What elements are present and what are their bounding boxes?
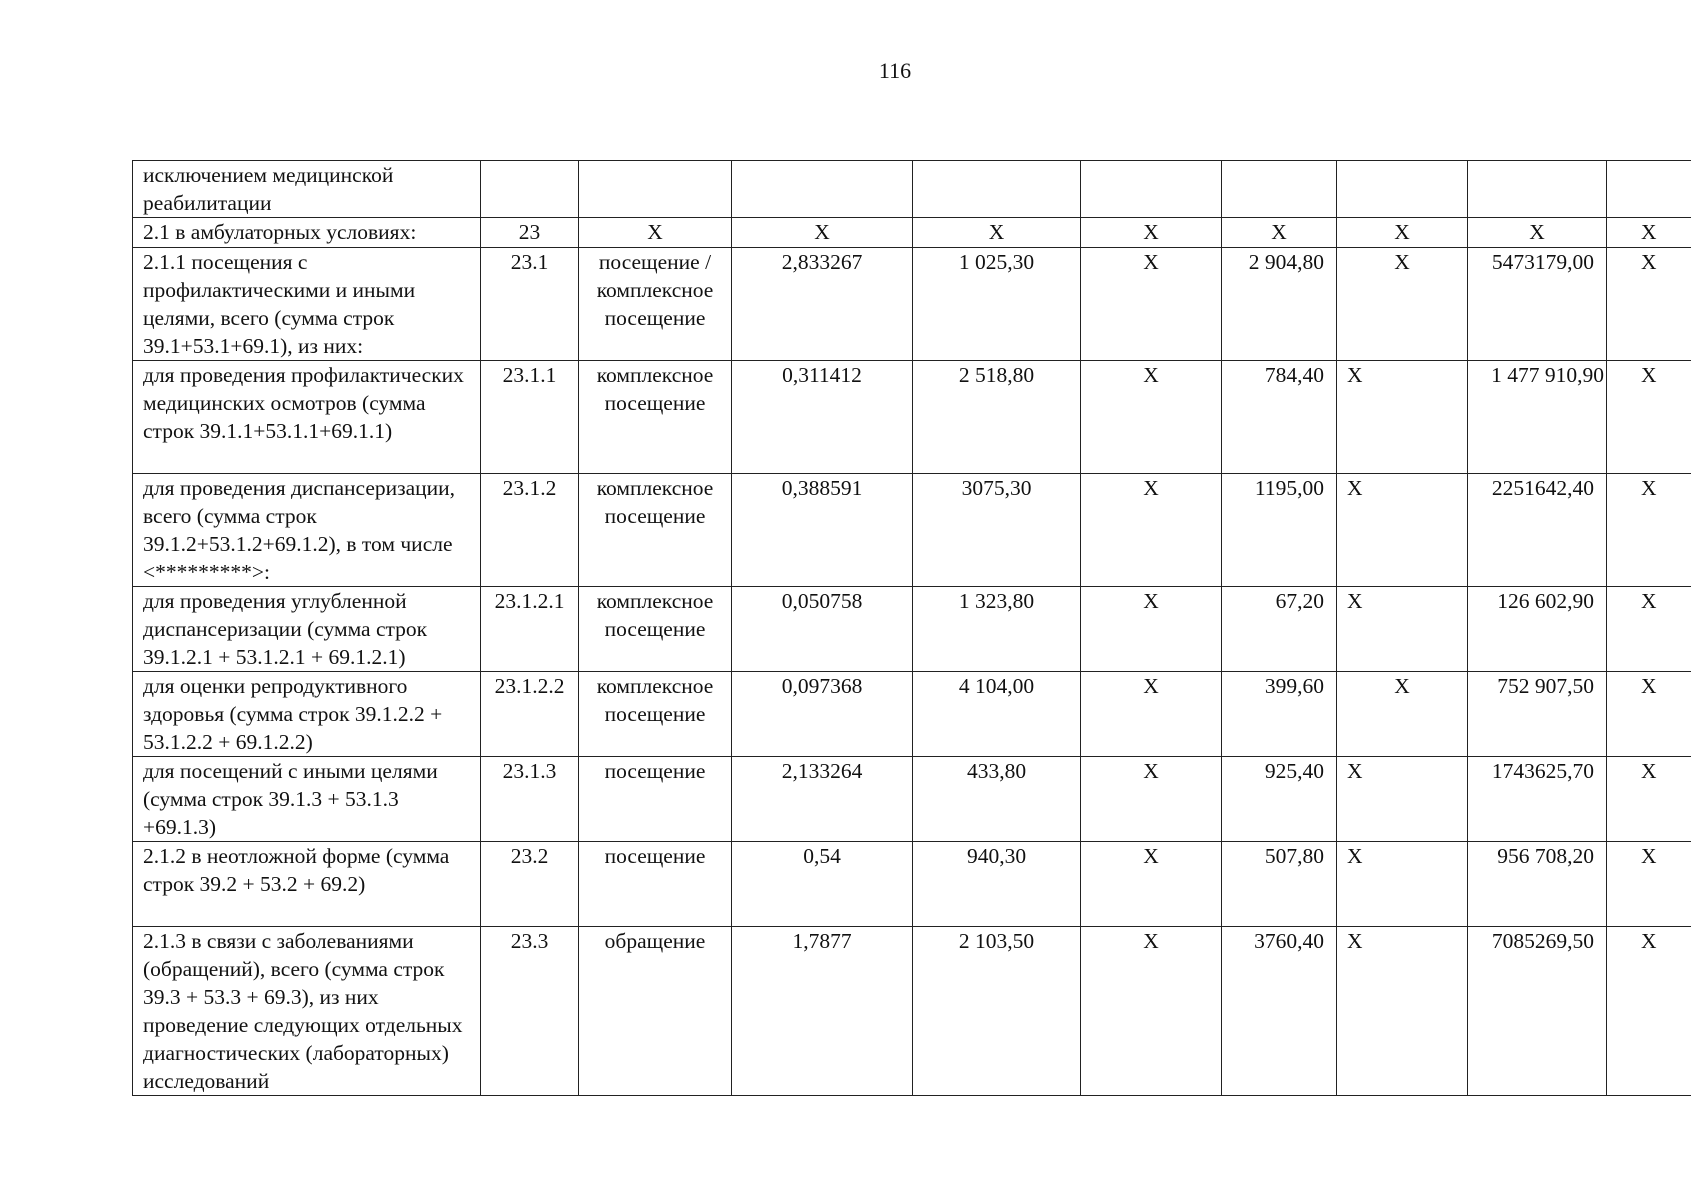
cell-c10: Х (1607, 474, 1691, 587)
cell-c7: 399,60 (1222, 672, 1337, 757)
cell-c4: 0,050758 (732, 587, 913, 672)
cell-name: 2.1 в амбулаторных условиях: (133, 218, 481, 248)
cell-c9: 126 602,90 (1468, 587, 1607, 672)
data-table (132, 160, 1691, 1096)
table-row (133, 248, 1691, 361)
cell-code: 23.1.1 (481, 361, 579, 474)
cell-c5 (913, 161, 1081, 218)
cell-code: 23.1.2.1 (481, 587, 579, 672)
cell-name: для проведения профилактических медицинских осмотров (сумма строк 39.1.1+53.1.1+69.1.1) (133, 361, 481, 474)
cell-c4 (732, 161, 913, 218)
cell-c10: Х (1607, 672, 1691, 757)
table-row (133, 757, 1691, 842)
cell-unit: Х (579, 218, 732, 248)
cell-unit: комплексное посещение (579, 361, 732, 474)
cell-c7: 507,80 (1222, 842, 1337, 927)
table-row (133, 161, 1691, 218)
cell-c10: Х (1607, 842, 1691, 927)
cell-c9: 7085269,50 (1468, 927, 1607, 1096)
cell-c4: 0,311412 (732, 361, 913, 474)
cell-c7 (1222, 161, 1337, 218)
cell-c7: 67,20 (1222, 587, 1337, 672)
cell-c10: Х (1607, 361, 1691, 474)
cell-name: исключением медицинской реабилитации (133, 161, 481, 218)
cell-c8: Х (1337, 842, 1468, 927)
cell-c6: Х (1081, 672, 1222, 757)
cell-c8: Х (1337, 218, 1468, 248)
cell-code: 23.1.2 (481, 474, 579, 587)
page-number: 116 (878, 58, 912, 83)
cell-name: для проведения диспансеризации, всего (сумма строк 39.1.2+53.1.2+69.1.2), в том числе <*********>: (133, 474, 481, 587)
table-row (133, 927, 1691, 1096)
cell-c6: Х (1081, 218, 1222, 248)
cell-code: 23.3 (481, 927, 579, 1096)
cell-name: 2.1.3 в связи с заболеваниями (обращений), всего (сумма строк 39.3 + 53.3 + 69.3), из них проведение следующих отдельных диагностических (лабораторных) исследований (133, 927, 481, 1096)
cell-c9 (1468, 161, 1607, 218)
cell-c10: Х (1607, 248, 1691, 361)
cell-c8: Х (1337, 927, 1468, 1096)
cell-c5: 2 518,80 (913, 361, 1081, 474)
cell-unit: комплексное посещение (579, 474, 732, 587)
cell-c4: Х (732, 218, 913, 248)
cell-c8: Х (1337, 672, 1468, 757)
cell-unit: комплексное посещение (579, 672, 732, 757)
cell-c6: Х (1081, 361, 1222, 474)
cell-unit: посещение (579, 757, 732, 842)
cell-c6: Х (1081, 757, 1222, 842)
cell-name: 2.1.2 в неотложной форме (сумма строк 39.2 + 53.2 + 69.2) (133, 842, 481, 927)
cell-c6: Х (1081, 474, 1222, 587)
cell-name: для проведения углубленной диспансеризации (сумма строк 39.1.2.1 + 53.1.2.1 + 69.1.2.1) (133, 587, 481, 672)
cell-c10: Х (1607, 757, 1691, 842)
cell-c5: 2 103,50 (913, 927, 1081, 1096)
table-row (133, 672, 1691, 757)
cell-c4: 2,133264 (732, 757, 913, 842)
cell-c6: Х (1081, 842, 1222, 927)
cell-c5: 940,30 (913, 842, 1081, 927)
cell-code: 23.2 (481, 842, 579, 927)
cell-c10 (1607, 161, 1691, 218)
table-row (133, 361, 1691, 474)
cell-c5: Х (913, 218, 1081, 248)
cell-c8: Х (1337, 587, 1468, 672)
cell-code: 23.1.2.2 (481, 672, 579, 757)
cell-c10: Х (1607, 927, 1691, 1096)
cell-c6: Х (1081, 927, 1222, 1096)
cell-unit (579, 161, 732, 218)
cell-code: 23 (481, 218, 579, 248)
cell-unit: обращение (579, 927, 732, 1096)
cell-c7: 2 904,80 (1222, 248, 1337, 361)
cell-c8: Х (1337, 361, 1468, 474)
cell-c9: 1 477 910,90 (1468, 361, 1607, 474)
cell-c4: 2,833267 (732, 248, 913, 361)
cell-c8: Х (1337, 757, 1468, 842)
cell-c4: 1,7877 (732, 927, 913, 1096)
table-row (133, 587, 1691, 672)
cell-c9: 2251642,40 (1468, 474, 1607, 587)
cell-c7: 784,40 (1222, 361, 1337, 474)
cell-c5: 4 104,00 (913, 672, 1081, 757)
cell-c7: 1195,00 (1222, 474, 1337, 587)
cell-c5: 433,80 (913, 757, 1081, 842)
cell-c10: Х (1607, 218, 1691, 248)
cell-c4: 0,097368 (732, 672, 913, 757)
cell-c5: 3075,30 (913, 474, 1081, 587)
cell-c7: 3760,40 (1222, 927, 1337, 1096)
cell-c5: 1 323,80 (913, 587, 1081, 672)
cell-code (481, 161, 579, 218)
table-row (133, 842, 1691, 927)
table-row (133, 218, 1691, 248)
cell-name: для оценки репродуктивного здоровья (сумма строк 39.1.2.2 + 53.1.2.2 + 69.1.2.2) (133, 672, 481, 757)
cell-name: для посещений с иными целями (сумма строк 39.1.3 + 53.1.3 +69.1.3) (133, 757, 481, 842)
cell-c10: Х (1607, 587, 1691, 672)
cell-name: 2.1.1 посещения с профилактическими и иными целями, всего (сумма строк 39.1+53.1+69.1), из них: (133, 248, 481, 361)
cell-code: 23.1 (481, 248, 579, 361)
cell-c9: 1743625,70 (1468, 757, 1607, 842)
cell-code: 23.1.3 (481, 757, 579, 842)
cell-c8: Х (1337, 248, 1468, 361)
cell-c7: 925,40 (1222, 757, 1337, 842)
cell-c8: Х (1337, 474, 1468, 587)
cell-unit: посещение / комплексное посещение (579, 248, 732, 361)
cell-c6: Х (1081, 587, 1222, 672)
cell-c6: Х (1081, 248, 1222, 361)
cell-c8 (1337, 161, 1468, 218)
cell-c9: 956 708,20 (1468, 842, 1607, 927)
cell-c9: Х (1468, 218, 1607, 248)
cell-c9: 752 907,50 (1468, 672, 1607, 757)
cell-c4: 0,54 (732, 842, 913, 927)
cell-unit: посещение (579, 842, 732, 927)
cell-c4: 0,388591 (732, 474, 913, 587)
table-row (133, 474, 1691, 587)
cell-unit: комплексное посещение (579, 587, 732, 672)
cell-c6 (1081, 161, 1222, 218)
cell-c7: Х (1222, 218, 1337, 248)
cell-c9: 5473179,00 (1468, 248, 1607, 361)
cell-c5: 1 025,30 (913, 248, 1081, 361)
